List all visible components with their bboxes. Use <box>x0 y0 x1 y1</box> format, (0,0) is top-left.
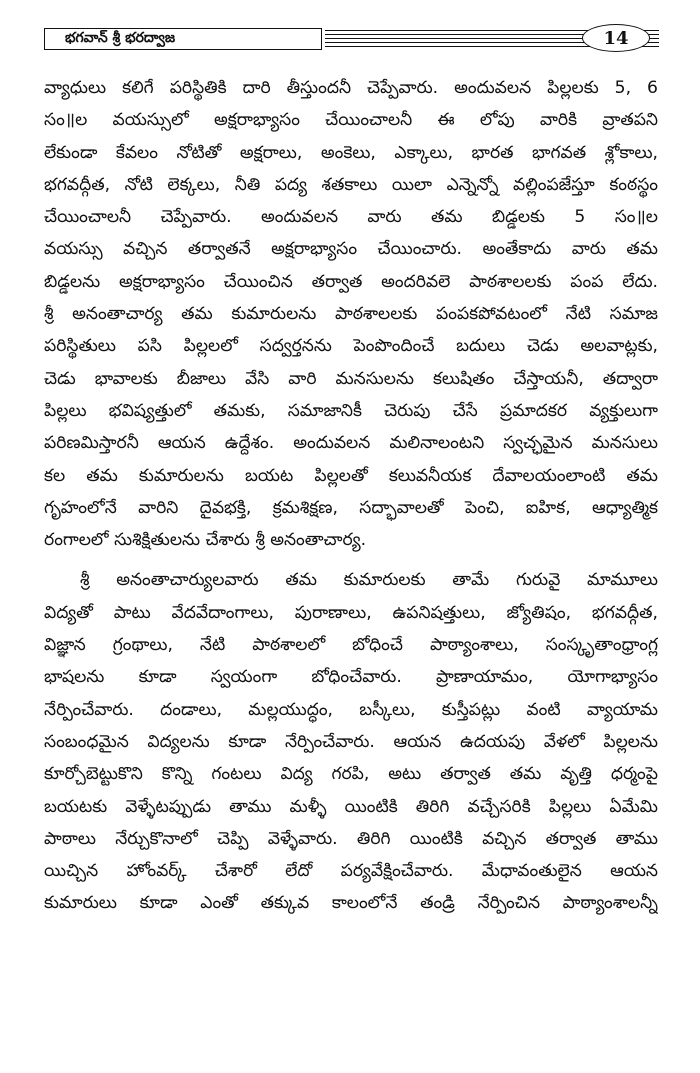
body-text <box>44 72 658 920</box>
text-line: భగవద్గీత, నోటి లెక్కలు, నీతి పద్య శతకాలు యిలా ఎన్నెన్నో వల్లింపజేస్తూ కంఠస్థం <box>44 174 658 195</box>
text-line: బయటకు వెళ్ళేటప్పుడు తాము మళ్ళీ యింటికి తిరిగి వచ్చేసరికి పిల్లలు ఏమేమి <box>44 796 658 817</box>
paragraph-1 <box>44 72 658 556</box>
text-line: విజ్ఞాన గ్రంథాలు, నేటి పాఠశాలలో బోధించే పాఠ్యాంశాలు, సంస్కృతాంధ్రాంగ్ల <box>44 635 658 656</box>
text-line: రంగాలలో సుశిక్షితులను చేశారు శ్రీ అనంతాచార్య. <box>44 530 367 551</box>
text-line: పిల్లలు భవిష్యత్తులో తమకు, సమాజానికీ చెరుపు చేసే ప్రమాదకర వ్యక్తులుగా <box>44 400 658 421</box>
text-line: యిచ్చిన హోంవర్క్ చేశారో లేదో పర్యవేక్షించేవారు. మేధావంతులైన ఆయన <box>44 861 658 882</box>
text-line: నేర్పించేవారు. దండాలు, మల్లయుద్ధం, బస్కీలు, కుస్తీపట్లు వంటి వ్యాయామ <box>44 699 658 720</box>
text-line: కల తమ కుమారులను బయట పిల్లలతో కలువనీయక దేవాలయంలాంటి తమ <box>44 465 658 486</box>
text-line: వ్యాధులు కలిగే పరిస్థితికి దారి తీస్తుందనీ చెప్పేవారు. అందువలన పిల్లలకు 5, 6 <box>44 78 658 98</box>
text-line: పరిస్థితులు పసి పిల్లలలో సద్వర్తనను పెంపొందించే బదులు చెడు అలవాట్లకు, <box>44 336 658 357</box>
text-line: లేకుండా కేవలం నోటితో అక్షరాలు, అంకెలు, ఎక్కాలు, భారత భాగవత శ్లోకాలు, <box>44 142 658 163</box>
text-line: కుమారులు కూడా ఎంతో తక్కువ కాలంలోనే తండ్రి నేర్పించిన పాఠ్యాంశాలన్నీ <box>44 893 658 914</box>
header-title-box <box>44 28 322 50</box>
text-line: చేయించాలనీ చెప్పేవారు. అందువలన వారు తమ బిడ్డలకు 5 సం॥ల <box>44 207 658 228</box>
text-line: చెడు భావాలకు బీజాలు వేసి వారి మనసులను కలుషితం చేస్తాయనీ, తద్వారా <box>44 368 658 389</box>
text-line: సంబంధమైన విద్యలను కూడా నేర్పించేవారు. ఆయన ఉదయపు వేళలో పిల్లలను <box>44 731 658 752</box>
book-title: భగవాన్ శ్రీ భరద్వాజ <box>65 29 176 46</box>
page-number: 14 <box>582 24 650 52</box>
text-line: భాషలను కూడా స్వయంగా బోధించేవారు. ప్రాణాయామం, యోగాభ్యాసం <box>44 667 658 688</box>
text-line: గృహంలోనే వారిని దైవభక్తి, క్రమశిక్షణ, సద్భావాలతో పెంచి, ఐహిక, ఆధ్యాత్మిక <box>44 497 658 518</box>
text-line: పరిణమిస్తారనీ ఆయన ఉద్దేశం. అందువలన మలినాలంటని స్వచ్ఛమైన మనసులు <box>44 433 658 454</box>
text-line: పాఠాలు నేర్చుకొనాలో చెప్పి వెళ్ళేవారు. తిరిగి యింటికి వచ్చిన తర్వాత తాము <box>44 828 658 849</box>
text-line: శ్రీ అనంతాచార్య తమ కుమారులను పాఠశాలలకు పంపకపోవటంలో నేటి సమాజ <box>44 304 658 325</box>
text-line: వయస్సు వచ్చిన తర్వాతనే అక్షరాభ్యాసం చేయించారు. అంతేకాదు వారు తమ <box>44 239 658 260</box>
text-line: సం॥ల వయస్సులో అక్షరాభ్యాసం చేయించాలనీ ఈ లోపు వారికి వ్రాతపని <box>44 110 658 131</box>
paragraph-spacer <box>44 556 658 564</box>
running-header <box>44 28 658 54</box>
text-line: బిడ్డలను అక్షరాభ్యాసం చేయించిన తర్వాత అందరివలె పాఠశాలలకు పంప లేదు. <box>44 271 658 292</box>
text-line: కూర్చోబెట్టుకొని కొన్ని గంటలు విద్య గరపి, అటు తర్వాత తమ వృత్తి ధర్మంపై <box>44 764 658 785</box>
paragraph-2 <box>44 564 658 919</box>
text-line: విద్యతో పాటు వేదవేదాంగాలు, పురాణాలు, ఉపనిషత్తులు, జ్యోతిషం, భగవద్గీత, <box>44 602 658 623</box>
text-line: శ్రీ అనంతాచార్యులవారు తమ కుమారులకు తామే గురువై మామూలు <box>80 570 658 591</box>
